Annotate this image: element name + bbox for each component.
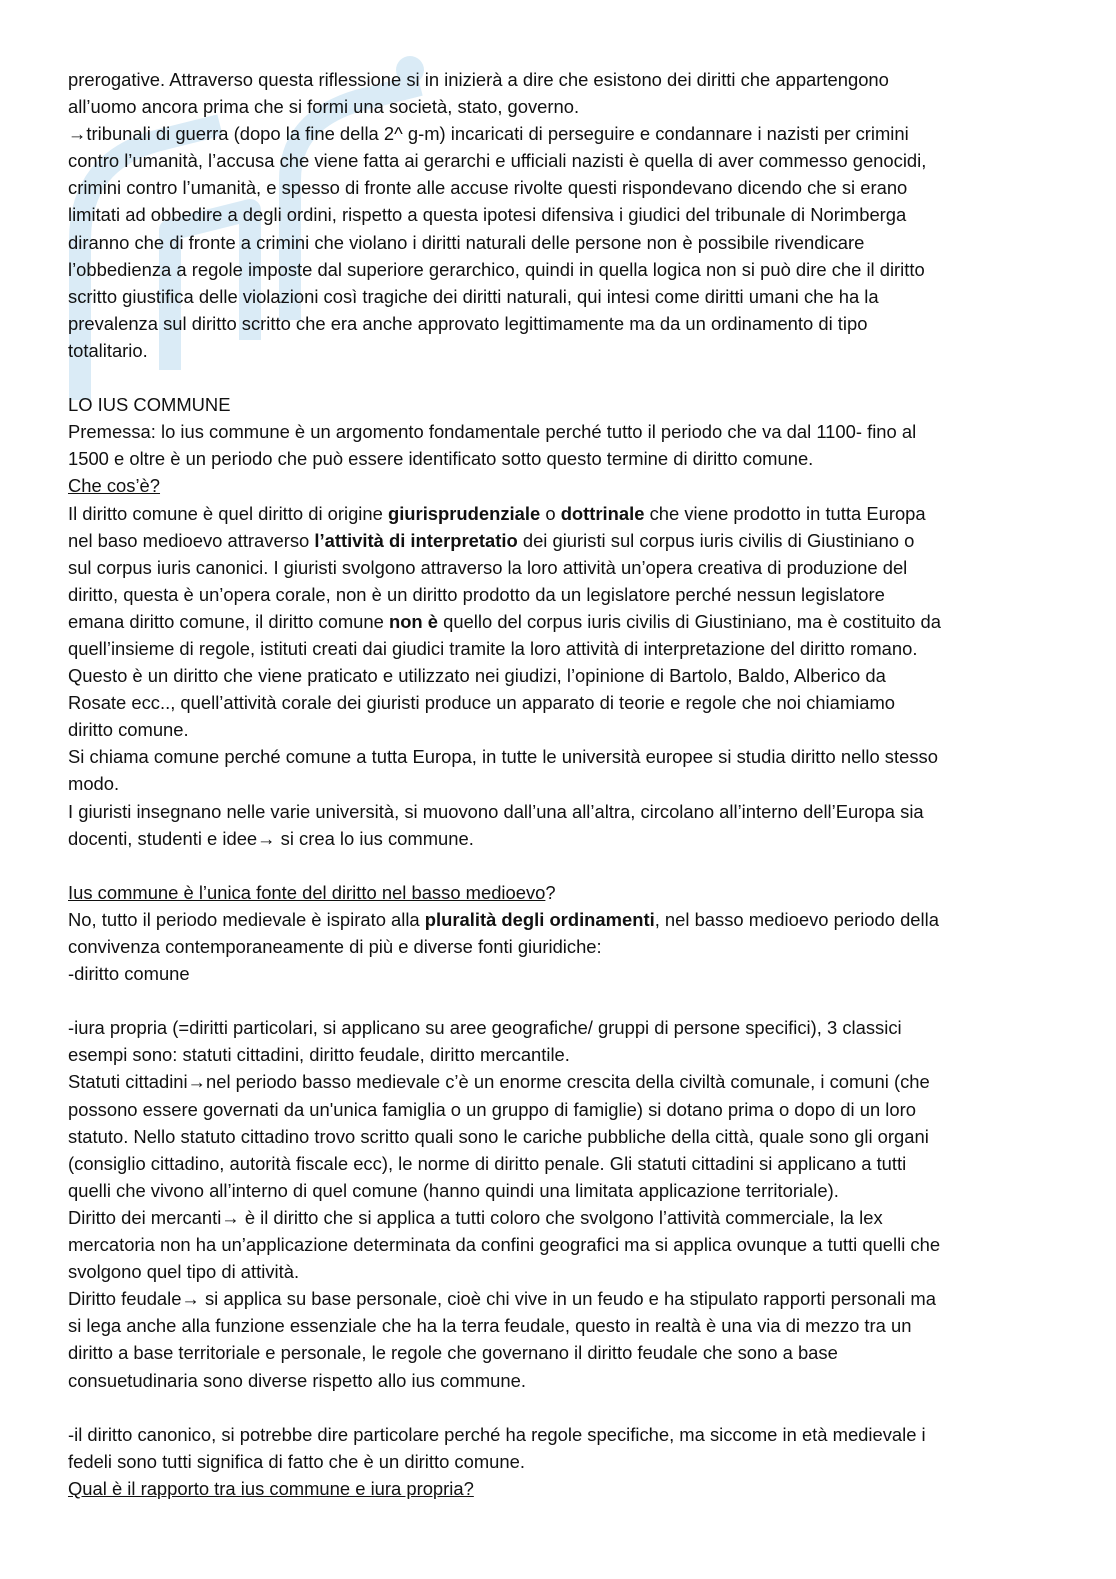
text-line: scritto giustifica delle violazioni così tragiche dei diritti naturali, qui intesi come diritti umani che ha la: [68, 285, 879, 307]
text-line: Il diritto comune è quel diritto di origine giurisprudenziale o dottrinale che viene prodotto in tutta Europa: [68, 502, 926, 524]
paragraph-mercanti: [68, 1204, 1058, 1285]
text-line: totalitario.: [68, 339, 148, 361]
text-line: -il diritto canonico, si potrebbe dire particolare perché ha regole specifiche, ma siccome in età medievale i: [68, 1423, 926, 1445]
text-line: -iura propria (=diritti particolari, si applicano su aree geografiche/ gruppi di persone specifici), 3 classici: [68, 1017, 902, 1039]
text-line: possono essere governati da un'unica famiglia o un gruppo di famiglie) si dotano prima o dopo di un loro: [68, 1098, 916, 1120]
text-line: diritto a base territoriale e personale, le regole che governano il diritto feudale che sono a base: [68, 1342, 838, 1364]
text-line: Premessa: lo ius commune è un argomento fondamentale perché tutto il periodo che va dal 1100- fino al: [68, 421, 917, 443]
blank-line: [68, 987, 1058, 1014]
text-line: quell’insieme di regole, istituti creati dai giudici tramite la loro attività di interpretazione del diritto romano.: [68, 637, 918, 659]
blank-line: [68, 364, 1058, 391]
text-line: prerogative. Attraverso questa riflessione si in inizierà a dire che esistono dei diritti che appartengono: [68, 69, 889, 90]
text-line: docenti, studenti e idee→ si crea lo ius commune.: [68, 827, 474, 849]
text-line: sul corpus iuris canonici. I giuristi svolgono attraverso la loro attività un’opera creativa di produzione del: [68, 556, 908, 578]
arrow-icon: →: [181, 1288, 200, 1310]
text-line: No, tutto il periodo medievale è ispirato alla pluralità degli ordinamenti, nel basso medioevo periodo della: [68, 908, 939, 930]
text-line: prevalenza sul diritto scritto che era anche approvato legittimamente ma da un ordinamento di tipo: [68, 312, 868, 334]
text-line: all’uomo ancora prima che si formi una società, stato, governo.: [68, 96, 580, 118]
heading-question-fonte: Ius commune è l’unica fonte del diritto nel basso medioevo?: [68, 881, 556, 903]
paragraph-premessa: [68, 418, 1058, 472]
text-line: statuto. Nello statuto cittadino trovo scritto quali sono le cariche pubbliche della città, quale sono gli organi: [68, 1125, 929, 1147]
text-line: 1500 e oltre è un periodo che può essere identificato sotto questo termine di diritto comune.: [68, 448, 814, 470]
arrow-icon: →: [221, 1206, 240, 1228]
paragraph-iura-propria: [68, 1014, 1058, 1068]
text-line: Si chiama comune perché comune a tutta Europa, in tutte le università europee si studia diritto nello stesso: [68, 746, 938, 768]
arrow-icon: →: [257, 827, 276, 849]
text-line: mercatoria non ha un’applicazione determinata da confini geografici ma si applica ovunque a tutti quelli che: [68, 1234, 941, 1256]
text-line: Diritto feudale→ si applica su base personale, cioè chi vive in un feudo e ha stipulato rapporti personali ma: [68, 1288, 936, 1310]
text-line: Questo è un diritto che viene praticato e utilizzato nei giudizi, l’opinione di Bartolo, Baldo, Alberico da: [68, 665, 886, 687]
text-line: Statuti cittadini→nel periodo basso medievale c’è un enorme crescita della civiltà comunale, i comuni (che: [68, 1071, 930, 1093]
text-line: crimini contro l’umanità, e spesso di fronte alle accuse rivolte questi rispondevano dicendo che si erano: [68, 177, 908, 199]
text-line: l’obbedienza a regole imposte dal superiore gerarchico, quindi in quella logica non si può dire che il diritto: [68, 258, 925, 280]
list-item-diritto-comune: -diritto comune: [68, 963, 190, 985]
paragraph-definizione: [68, 500, 1058, 852]
text-line: svolgono quel tipo di attività.: [68, 1261, 300, 1283]
text-line: emana diritto comune, il diritto comune non è quello del corpus iuris civilis di Giustiniano, ma è costituito da: [68, 610, 941, 632]
text-line: convivenza contemporaneamente di più e diverse fonti giuridiche:: [68, 936, 602, 957]
text-line: Diritto dei mercanti→ è il diritto che si applica a tutti coloro che svolgono l’attività commerciale, la lex: [68, 1206, 883, 1228]
text-line: diritto comune.: [68, 719, 189, 741]
paragraph-canonico: [68, 1421, 1058, 1475]
blank-line: [68, 1394, 1058, 1421]
blank-line: [68, 852, 1058, 879]
paragraph-statuti: [68, 1068, 1058, 1203]
heading-final-question: Qual è il rapporto tra ius commune e iura propria?: [68, 1477, 474, 1499]
text-line: (consiglio cittadino, autorità fiscale ecc), le norme di diritto penale. Gli statuti cittadini si applicano a tutti: [68, 1152, 907, 1174]
text-line: I giuristi insegnano nelle varie università, si muovono dall’una all’altra, circolano all’interno dell’Europa sia: [68, 800, 924, 822]
text-line: →tribunali di guerra (dopo la fine della 2^ g-m) incaricati di perseguire e condannare i nazisti per crimini: [68, 123, 909, 145]
text-line: consuetudinaria sono diverse rispetto allo ius commune.: [68, 1369, 526, 1391]
text-line: limitati ad obbedire a degli ordini, rispetto a questa ipotesi difensiva i giudici del tribunale di Norimberga: [68, 204, 907, 226]
heading-che-cose: Che cos’è?: [68, 475, 161, 497]
text-line: si lega anche alla funzione essenziale che ha la terra feudale, questo in realtà è una via di mezzo tra un: [68, 1315, 912, 1337]
arrow-icon: →: [68, 123, 87, 145]
text-line: contro l’umanità, l’accusa che viene fatta ai gerarchi e ufficiali nazisti è quella di aver commesso genocidi,: [68, 150, 927, 172]
text-line: quelli che vivono all’interno di quel comune (hanno quindi una limitata applicazione territoriale).: [68, 1179, 839, 1201]
arrow-icon: →: [187, 1071, 206, 1093]
document-page: [68, 66, 1058, 1502]
text-line: diritto, questa è un’opera corale, non è un diritto prodotto da un legislatore perché nessun legislatore: [68, 583, 885, 605]
paragraph-prerogative: [68, 66, 1058, 120]
paragraph-feudale: [68, 1285, 1058, 1393]
text-line: nel baso medioevo attraverso l’attività di interpretatio dei giuristi sul corpus iuris civilis di Giustiniano o: [68, 529, 915, 551]
text-line: modo.: [68, 773, 120, 795]
text-line: esempi sono: statuti cittadini, diritto feudale, diritto mercantile.: [68, 1044, 570, 1066]
section-title: LO IUS COMMUNE: [68, 394, 231, 416]
paragraph-tribunali: [68, 120, 1058, 364]
paragraph-pluralita: [68, 906, 1058, 987]
text-line: Rosate ecc.., quell’attività corale dei giuristi produce un apparato di teorie e regole che noi chiamiamo: [68, 692, 896, 714]
text-line: diranno che di fronte a crimini che violano i diritti naturali delle persone non è possibile rivendicare: [68, 231, 865, 253]
text-line: fedeli sono tutti significa di fatto che è un diritto comune.: [68, 1450, 525, 1472]
